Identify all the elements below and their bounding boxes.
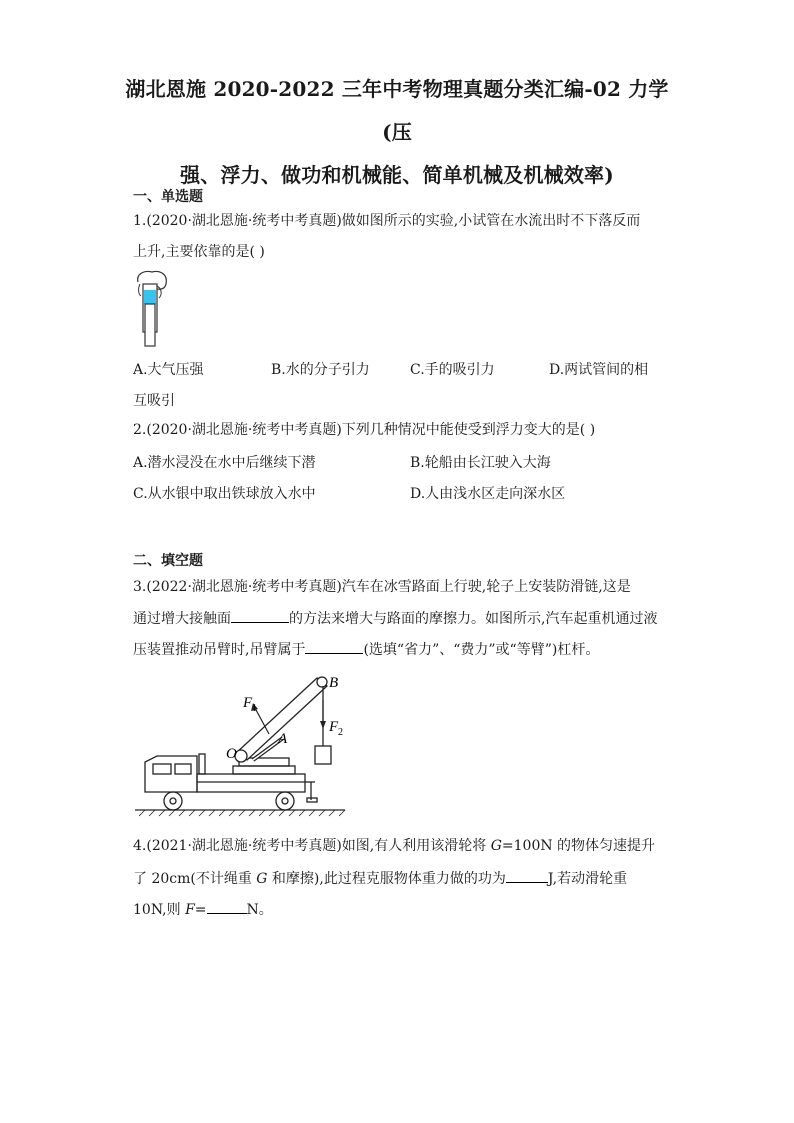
q4-text: 4.(2021·湖北恩施·统考中考真题)如图,有人利用该滑轮将 [133, 838, 491, 854]
section-heading-single-choice: 一、单选题 [133, 189, 203, 205]
q4-stem-line-2 [133, 868, 627, 889]
q4-text: J,若动滑轮重 [547, 871, 628, 887]
q3-text: (选填“省力”、“费力”或“等臂”)杠杆。 [363, 642, 600, 658]
q3-text: 压装置推动吊臂时,吊臂属于 [133, 642, 306, 658]
q4-var-g: G [256, 871, 268, 887]
q3-crane-figure [135, 670, 350, 818]
section-heading-fill-in: 二、填空题 [133, 553, 203, 569]
title-line-1: 湖北恩施 2020-2022 三年中考物理真题分类汇编-02 力学(压 [125, 77, 669, 144]
label-f2-sub: 2 [338, 727, 343, 738]
q1-stem-line-1: 1.(2020·湖北恩施·统考中考真题)做如图所示的实验,小试管在水流出时不下落反而 [133, 213, 641, 229]
q3-blank-1[interactable] [231, 608, 289, 623]
q1-option-d: D.两试管间的相 [549, 362, 649, 378]
label-f2: F [329, 719, 339, 735]
q4-blank-1[interactable] [506, 868, 548, 883]
q4-text: 了 20cm(不计绳重 [133, 871, 257, 887]
q3-stem-line-3 [133, 639, 599, 660]
q1-option-b: B.水的分子引力 [271, 362, 370, 378]
q2-option-c: C.从水银中取出铁球放入水中 [133, 486, 316, 502]
q2-option-b: B.轮船由长江驶入大海 [410, 455, 551, 471]
q4-text: =100N 的物体匀速提升 [501, 838, 656, 854]
label-o: O [226, 746, 237, 762]
document-title [120, 68, 674, 197]
q4-text: 和摩擦),此过程克服物体重力做的功为 [267, 871, 506, 887]
q4-var-g: G [490, 838, 502, 854]
q3-text: 通过增大接触面 [133, 611, 231, 627]
q1-option-a: A.大气压强 [133, 362, 204, 378]
q1-option-c: C.手的吸引力 [410, 362, 495, 378]
q4-text: = [194, 902, 207, 918]
q3-stem-line-2 [133, 608, 657, 629]
q1-option-d-continued: 互吸引 [133, 393, 175, 409]
q3-blank-2[interactable] [305, 639, 363, 654]
q4-stem-line-1 [133, 836, 655, 856]
q1-test-tube-figure [130, 268, 175, 350]
q4-text: N。 [246, 902, 273, 918]
q3-stem-line-1: 3.(2022·湖北恩施·统考中考真题)汽车在冰雪路面上行驶,轮子上安装防滑链,这是 [133, 579, 631, 595]
q3-text: 的方法来增大与路面的摩擦力。如图所示,汽车起重机通过液 [289, 611, 658, 627]
q4-stem-line-3 [133, 899, 273, 920]
label-a: A [278, 731, 288, 747]
q4-var-f: F [185, 902, 195, 918]
label-b: B [329, 675, 339, 691]
q2-stem: 2.(2020·湖北恩施·统考中考真题)下列几种情况中能使受到浮力变大的是( ) [133, 422, 596, 438]
q4-blank-2[interactable] [207, 899, 247, 914]
label-f1-sub: 1 [252, 703, 257, 714]
q2-option-a: A.潜水浸没在水中后继续下潜 [133, 455, 316, 471]
q1-stem-line-2: 上升,主要依靠的是( ) [133, 244, 265, 260]
q4-text: 10N,则 [133, 902, 186, 918]
title-line-2: 强、浮力、做功和机械能、简单机械及机械效率) [180, 163, 614, 187]
q2-option-d: D.人由浅水区走向深水区 [410, 486, 566, 502]
label-f1: F [243, 695, 253, 711]
